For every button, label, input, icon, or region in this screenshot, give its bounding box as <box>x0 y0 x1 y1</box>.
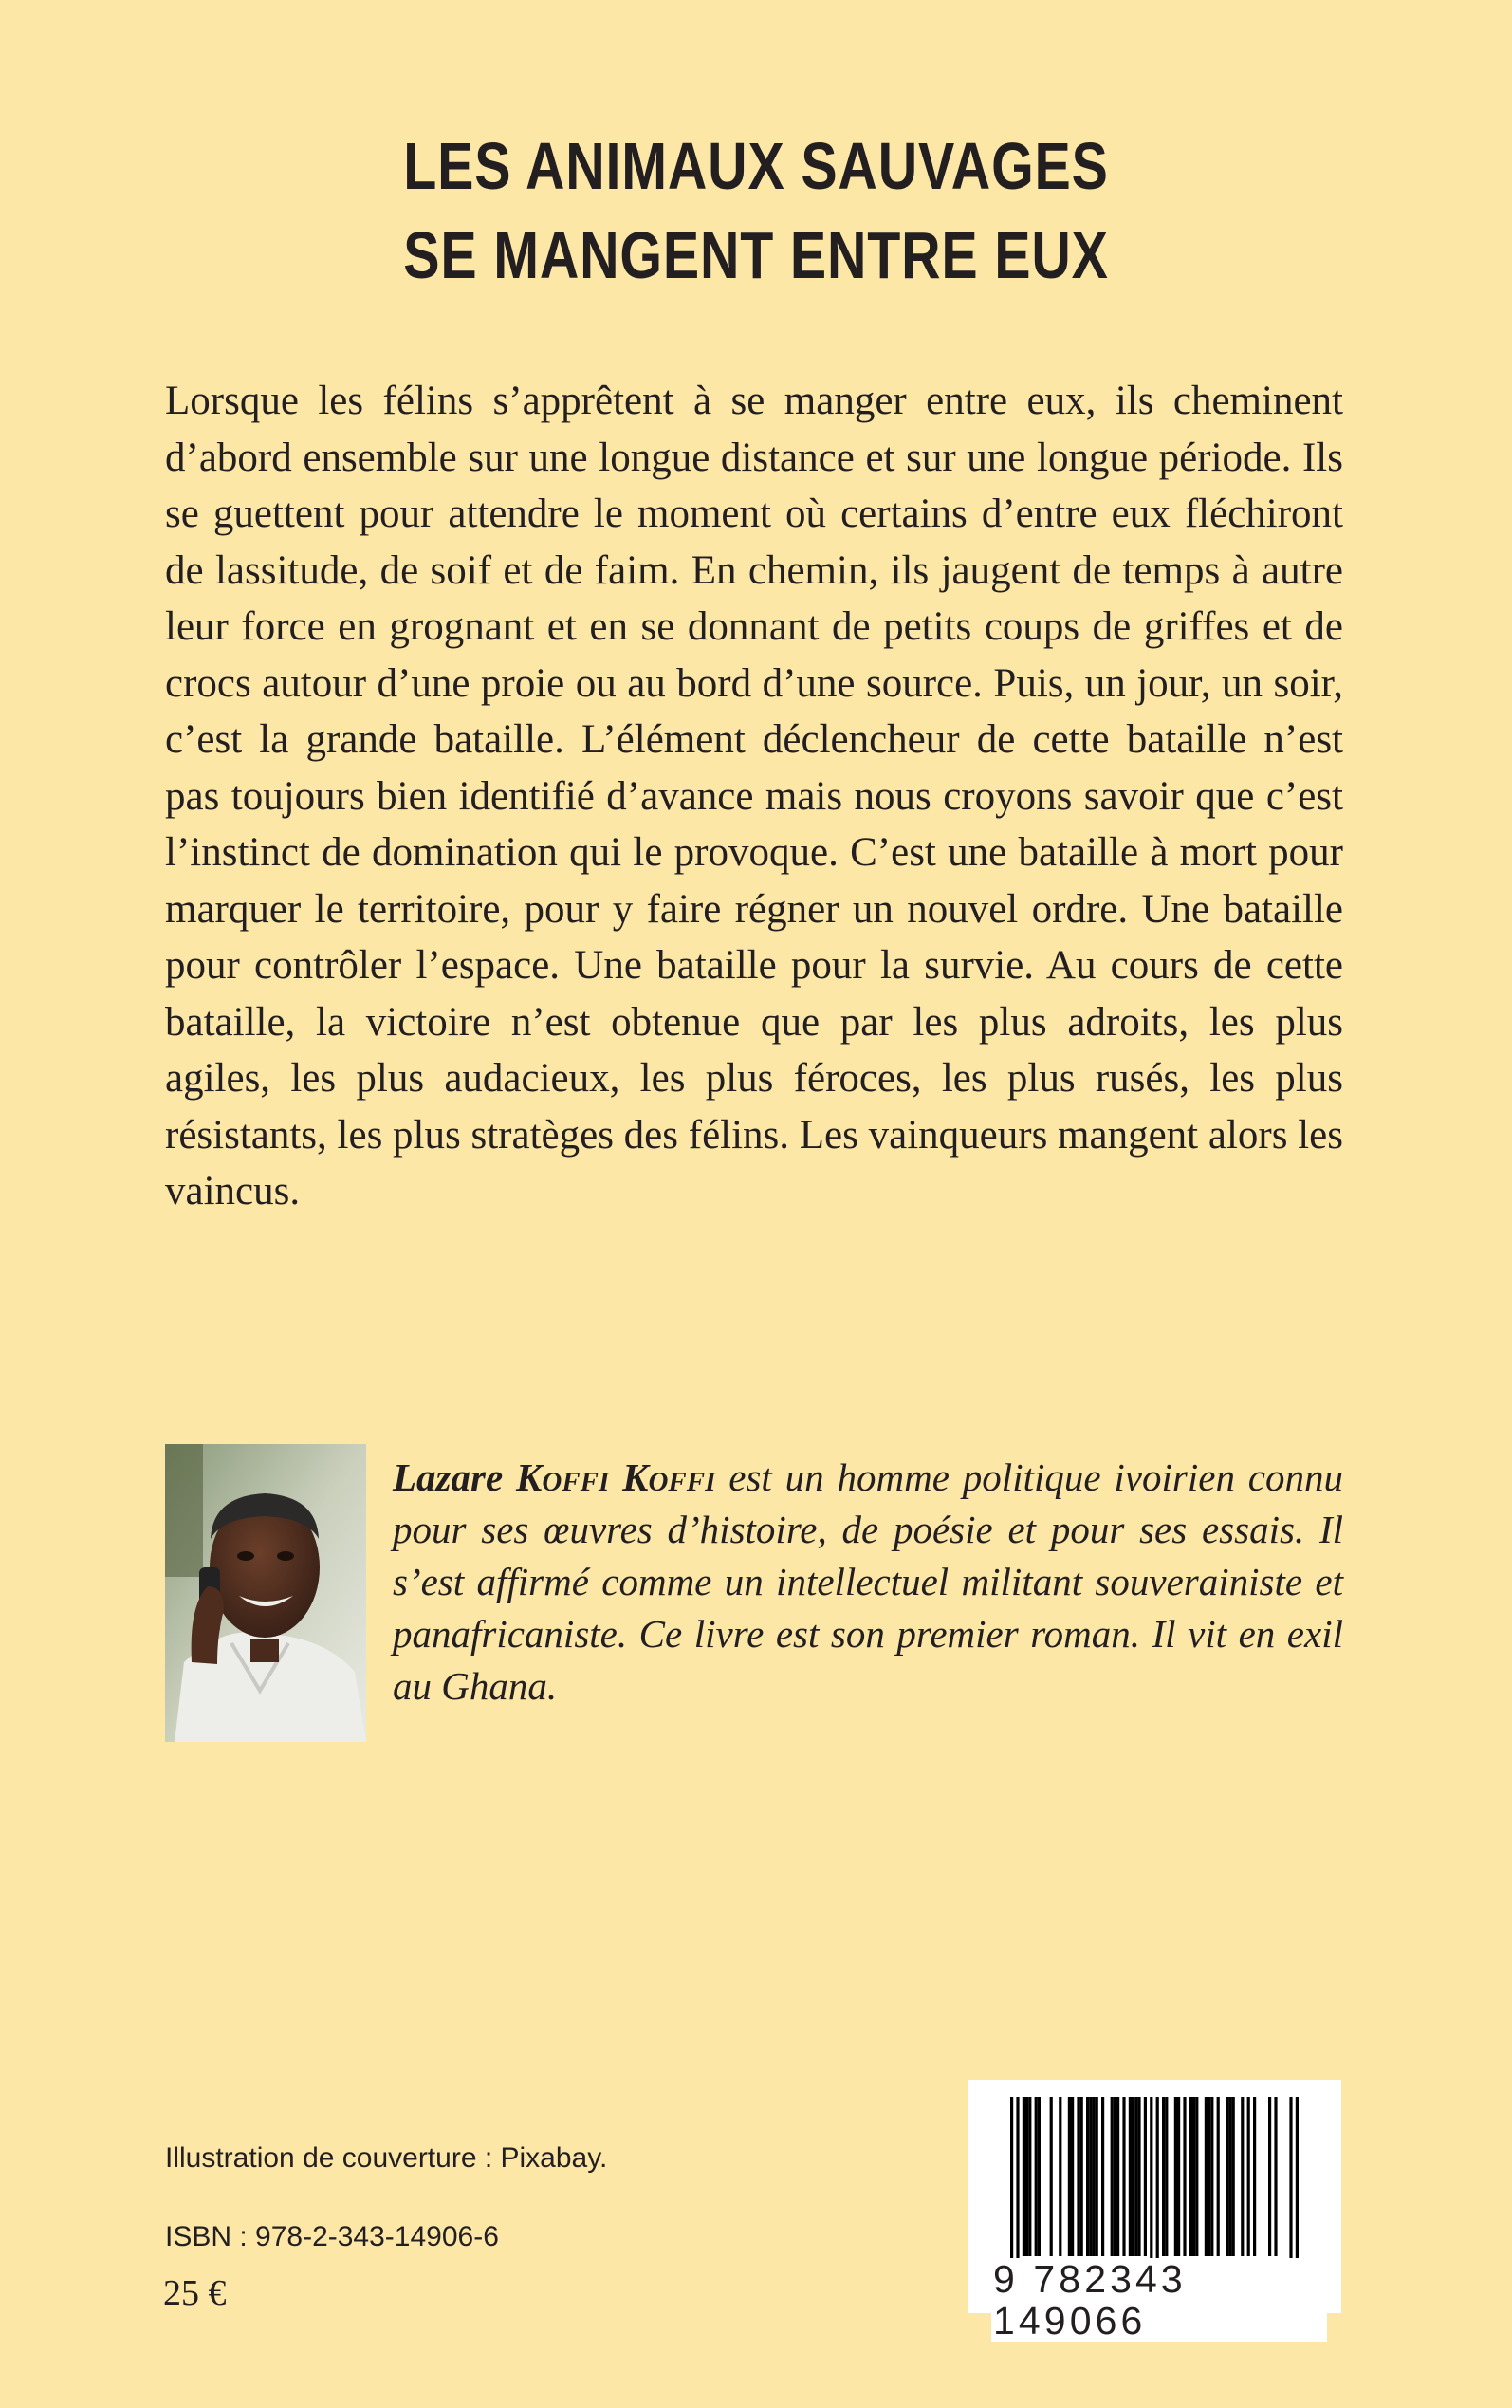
barcode-bar <box>1268 2097 1271 2256</box>
barcode-bar <box>1183 2097 1186 2256</box>
author-bio <box>393 1452 1343 1713</box>
barcode-bar <box>1296 2097 1299 2269</box>
book-title <box>136 121 1375 300</box>
barcode-bar <box>1028 2097 1031 2256</box>
barcode-bar <box>1010 2097 1013 2269</box>
author-name <box>393 1455 715 1499</box>
barcode-bar <box>1195 2097 1198 2256</box>
barcode-bar <box>1137 2097 1140 2256</box>
title-line-1: LES ANIMAUX SAUVAGES <box>403 129 1109 203</box>
barcode-bar <box>1208 2097 1210 2256</box>
barcode-bar <box>1096 2097 1098 2256</box>
barcode-bar <box>1101 2097 1104 2256</box>
barcode-bar <box>1205 2097 1208 2256</box>
back-cover-blurb: Lorsque les félins s’apprêtent à se manger entre eux, ils cheminent d’abord ensemble sur une longue distance et sur une longue période. Ils se guettent pour attendre le moment où certains d’entre eux fléchiront de lassitude, de soif et de faim. En chemin, ils jaugent de temps à autre leur force en grognant et en se donnant de petits coups de griffes et de crocs autour d’une proie ou au bord d’une source. Puis, un jour, un soir, c’est la grande bataille. L’élément déclencheur de cette bataille n’est pas toujours bien identifié d’avance mais nous croyons savoir que c’est l’instinct de domination qui le provoque. C’est une bataille à mort pour marquer le territoire, pour y faire régner un nouvel ordre. Une bataille pour contrôler l’espace. Une bataille pour la survie. Au cours de cette bataille, la victoire n’est obtenue que par les plus adroits, les plus agiles, les plus audacieux, les plus féroces, les plus rusés, les plus résistants, les plus stratèges des félins. Les vainqueurs mangent alors les vaincus. <box>165 379 1343 1213</box>
barcode-bar <box>1274 2097 1277 2256</box>
barcode-bar <box>1210 2097 1213 2256</box>
author-photo <box>165 1444 366 1742</box>
author-bio-text: est un homme politique ivoirien connu pour ses œuvres d’histoire, de poésie et pour ses essais. Il s’est affirmé comme un intellectuel militant souverainiste et panafricaniste. Ce livre est son premier roman. Il vit en exil au Ghana. <box>393 1455 1343 1708</box>
barcode-bar <box>1089 2097 1092 2256</box>
isbn: ISBN : 978-2-343-14906-6 <box>165 2221 499 2252</box>
barcode-bar <box>1253 2097 1256 2256</box>
barcode-bar <box>1023 2097 1025 2256</box>
barcode-bar <box>1189 2097 1192 2256</box>
barcode-bar <box>1232 2097 1235 2256</box>
barcode-bar <box>1077 2097 1079 2256</box>
barcode-bar <box>1071 2097 1074 2256</box>
barcode-bar <box>1129 2097 1132 2256</box>
price: 25 € <box>163 2273 227 2313</box>
barcode-bar <box>1116 2097 1119 2256</box>
barcode-bar <box>1016 2097 1019 2269</box>
barcode-bar <box>1228 2097 1231 2256</box>
barcode-bar <box>1035 2097 1038 2256</box>
barcode-bar <box>1025 2097 1028 2256</box>
barcode-bar <box>1122 2097 1125 2256</box>
barcode-bar <box>1132 2097 1134 2256</box>
barcode-bar <box>1080 2097 1083 2256</box>
barcode <box>968 2080 1341 2343</box>
barcode-bar <box>1174 2097 1177 2256</box>
barcode-bar <box>1177 2097 1180 2256</box>
barcode-bar <box>1156 2097 1159 2269</box>
barcode-bar <box>1226 2097 1228 2256</box>
barcode-bar <box>1150 2097 1152 2269</box>
barcode-bar <box>1114 2097 1116 2256</box>
cover-illustration-credit: Illustration de couverture : Pixabay. <box>165 2142 608 2174</box>
author-portrait-image <box>165 1444 366 1742</box>
barcode-bar <box>1086 2097 1089 2256</box>
barcode-bar <box>1111 2097 1114 2256</box>
barcode-digits: 9 782343 149066 <box>991 2258 1327 2342</box>
author-last-name: Koffi Koffi <box>516 1455 716 1499</box>
barcode-bar <box>1059 2097 1061 2256</box>
barcode-bar <box>1247 2097 1250 2256</box>
barcode-bar <box>1192 2097 1195 2256</box>
barcode-bar <box>1217 2097 1220 2256</box>
barcode-bar <box>1241 2097 1244 2256</box>
title-line-2: SE MANGENT ENTRE EUX <box>403 218 1109 292</box>
barcode-bar <box>1050 2097 1053 2256</box>
barcode-bar <box>1038 2097 1041 2256</box>
barcode-bar <box>1092 2097 1095 2256</box>
barcode-bar <box>1165 2097 1168 2256</box>
barcode-bar <box>1134 2097 1137 2256</box>
barcode-bar <box>1289 2097 1292 2269</box>
barcode-bar <box>1068 2097 1071 2256</box>
author-first-name: Lazare <box>393 1455 504 1499</box>
barcode-bar <box>1162 2097 1165 2256</box>
barcode-bar <box>1144 2097 1147 2256</box>
